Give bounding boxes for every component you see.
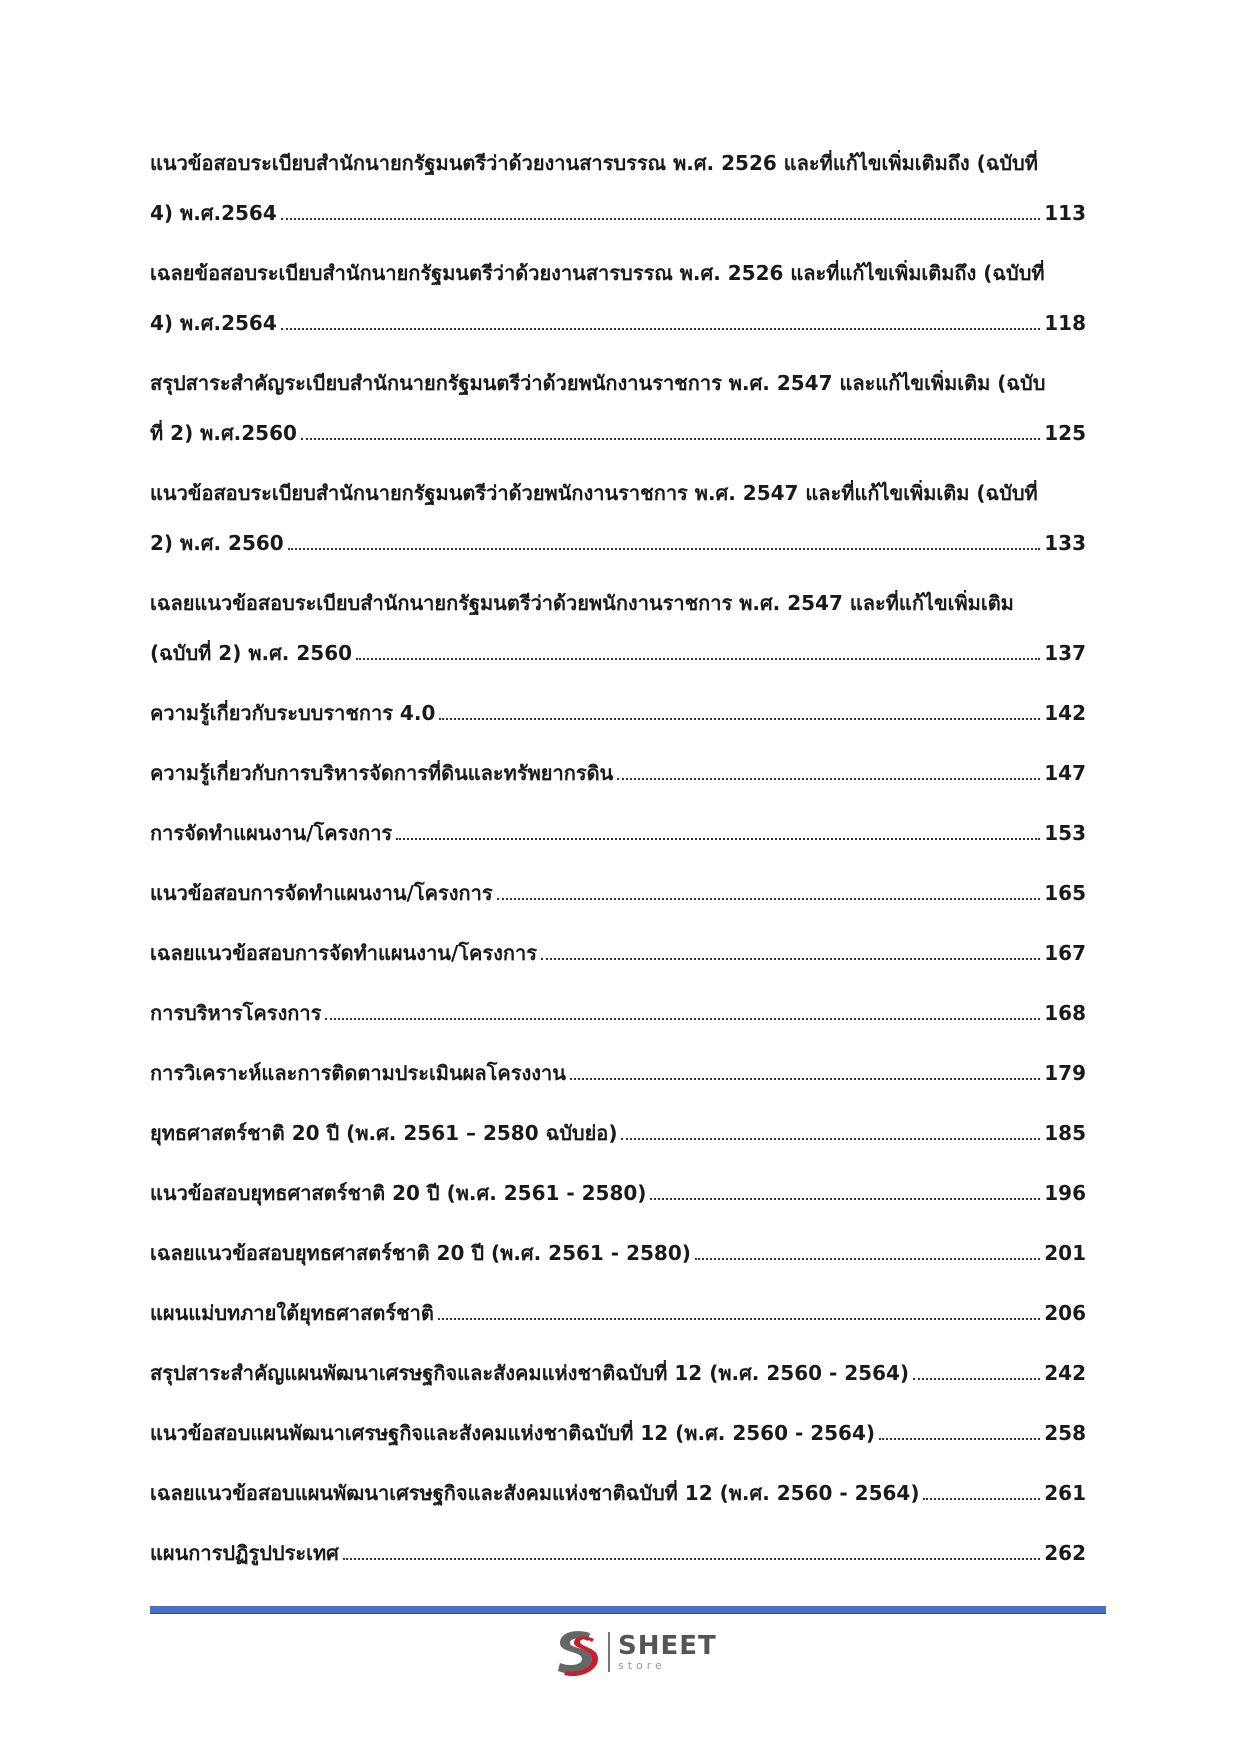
toc-page-number: 118 [1044, 311, 1086, 335]
toc-entry[interactable] [150, 1420, 1086, 1447]
dot-leader [288, 530, 1041, 550]
dot-leader [281, 310, 1040, 330]
toc-entry-title: การวิเคราะห์และการติดตามประเมินผลโครงงาน [150, 1061, 566, 1085]
toc-entry-line [150, 1420, 1086, 1447]
toc-entry-line [150, 1180, 1086, 1207]
toc-entry-title-line1: เฉลยแนวข้อสอบระเบียบสำนักนายกรัฐมนตรีว่าด้วยพนักงานราชการ พ.ศ. 2547 และที่แก้ไขเพิ่มเติม [150, 591, 1014, 615]
toc-entry-line [150, 1480, 1086, 1507]
toc-page-number: 262 [1044, 1541, 1086, 1565]
toc-entry-line [150, 1360, 1086, 1387]
toc-entry-title: 4) พ.ศ.2564 [150, 201, 277, 225]
toc-page-number: 168 [1044, 1001, 1086, 1025]
toc-entry-title: สรุปสาระสำคัญแผนพัฒนาเศรษฐกิจและสังคมแห่งชาติฉบับที่ 12 (พ.ศ. 2560 - 2564) [150, 1361, 910, 1385]
toc-page-number: 242 [1044, 1361, 1086, 1385]
dot-leader [923, 1480, 1040, 1500]
dot-leader [541, 940, 1040, 960]
logo-name: SHEET [618, 1631, 717, 1661]
toc-entry[interactable] [150, 1060, 1086, 1087]
toc-entry-title: แผนแม่บทภายใต้ยุทธศาสตร์ชาติ [150, 1301, 434, 1325]
toc-page-number: 125 [1044, 421, 1086, 445]
toc-page-number: 133 [1044, 531, 1086, 555]
toc-page-number: 196 [1044, 1181, 1086, 1205]
toc-entry[interactable] [150, 1540, 1086, 1567]
toc-page-number: 137 [1044, 641, 1086, 665]
toc-page-number: 167 [1044, 941, 1086, 965]
toc-entry[interactable] [150, 370, 1086, 447]
dot-leader [301, 420, 1040, 440]
toc-entry-line [150, 640, 1086, 667]
dot-leader [621, 1120, 1040, 1140]
toc-page-number: 113 [1044, 201, 1086, 225]
toc-entry[interactable] [150, 880, 1086, 907]
toc-page-number: 147 [1044, 761, 1086, 785]
sheet-store-logo-icon [552, 1627, 600, 1677]
toc-entry[interactable] [150, 1120, 1086, 1147]
toc-entry-line [150, 200, 1086, 227]
toc-entry-title: แผนการปฏิรูปประเทศ [150, 1541, 339, 1565]
logo-subtitle: store [618, 1659, 666, 1672]
toc-entry-line [150, 1240, 1086, 1267]
dot-leader [438, 1300, 1040, 1320]
toc-entry[interactable] [150, 1000, 1086, 1027]
toc-entry[interactable] [150, 260, 1086, 337]
toc-entry[interactable] [150, 1300, 1086, 1327]
toc-entry-title-line1: แนวข้อสอบระเบียบสำนักนายกรัฐมนตรีว่าด้วยงานสารบรรณ พ.ศ. 2526 และที่แก้ไขเพิ่มเติมถึง (ฉบับที่ [150, 151, 1038, 175]
toc-page-number: 142 [1044, 701, 1086, 725]
toc-entry-title: ความรู้เกี่ยวกับระบบราชการ 4.0 [150, 701, 436, 725]
toc-entry-title: 2) พ.ศ. 2560 [150, 531, 284, 555]
toc-entry[interactable] [150, 760, 1086, 787]
dot-leader [650, 1180, 1040, 1200]
toc-entry[interactable] [150, 1180, 1086, 1207]
toc-entry-title: ความรู้เกี่ยวกับการบริหารจัดการที่ดินและทรัพยากรดิน [150, 761, 614, 785]
dot-leader [343, 1540, 1040, 1560]
toc-entry-title: ที่ 2) พ.ศ.2560 [150, 421, 297, 445]
dot-leader [356, 640, 1040, 660]
toc-entry-title: ยุทธศาสตร์ชาติ 20 ปี (พ.ศ. 2561 – 2580 ฉบับย่อ) [150, 1121, 618, 1145]
toc-entry-line [150, 310, 1086, 337]
dot-leader [439, 700, 1040, 720]
toc-entry[interactable] [150, 1240, 1086, 1267]
toc-entry[interactable] [150, 480, 1086, 557]
dot-leader [913, 1360, 1040, 1380]
toc-entry-title: เฉลยแนวข้อสอบแผนพัฒนาเศรษฐกิจและสังคมแห่งชาติฉบับที่ 12 (พ.ศ. 2560 - 2564) [150, 1481, 920, 1505]
toc-entry-line [150, 880, 1086, 907]
toc-entry-line [150, 1000, 1086, 1027]
footer-divider [150, 1606, 1106, 1614]
toc-entry-title: การจัดทำแผนงาน/โครงการ [150, 821, 393, 845]
toc-page-number: 179 [1044, 1061, 1086, 1085]
toc-entry-line [150, 1060, 1086, 1087]
toc-entry[interactable] [150, 1480, 1086, 1507]
toc-page-number: 206 [1044, 1301, 1086, 1325]
toc-entry-title: เฉลยแนวข้อสอบยุทธศาสตร์ชาติ 20 ปี (พ.ศ. 2561 - 2580) [150, 1241, 691, 1265]
toc-entry-line [150, 760, 1086, 787]
toc-entry[interactable] [150, 150, 1086, 227]
toc-entry-title: (ฉบับที่ 2) พ.ศ. 2560 [150, 641, 353, 665]
toc-entry-title-line1: เฉลยข้อสอบระเบียบสำนักนายกรัฐมนตรีว่าด้วยงานสารบรรณ พ.ศ. 2526 และที่แก้ไขเพิ่มเติมถึง (ฉบับที่ [150, 261, 1045, 285]
toc-entry-title: เฉลยแนวข้อสอบการจัดทำแผนงาน/โครงการ [150, 941, 537, 965]
toc-page-number: 185 [1044, 1121, 1086, 1145]
logo-separator [608, 1632, 610, 1672]
toc-entry-line [150, 820, 1086, 847]
dot-leader [570, 1060, 1040, 1080]
toc-page-number: 261 [1044, 1481, 1086, 1505]
dot-leader [879, 1420, 1040, 1440]
toc-entry-line [150, 1540, 1086, 1567]
toc-entry-title: 4) พ.ศ.2564 [150, 311, 277, 335]
toc-entry-title: แนวข้อสอบยุทธศาสตร์ชาติ 20 ปี (พ.ศ. 2561 - 2580) [150, 1181, 647, 1205]
sheet-store-logo [552, 1625, 722, 1679]
toc-page-number: 165 [1044, 881, 1086, 905]
toc-entry-title: แนวข้อสอบการจัดทำแผนงาน/โครงการ [150, 881, 493, 905]
toc-entry-title-line1: สรุปสาระสำคัญระเบียบสำนักนายกรัฐมนตรีว่าด้วยพนักงานราชการ พ.ศ. 2547 และแก้ไขเพิ่มเติม (ฉบับ [150, 371, 1046, 395]
toc-entry[interactable] [150, 940, 1086, 967]
toc-entry-title: แนวข้อสอบแผนพัฒนาเศรษฐกิจและสังคมแห่งชาติฉบับที่ 12 (พ.ศ. 2560 - 2564) [150, 1421, 876, 1445]
toc-entry-line [150, 530, 1086, 557]
toc-entry-line [150, 1120, 1086, 1147]
toc-entry[interactable] [150, 700, 1086, 727]
dot-leader [497, 880, 1041, 900]
toc-entry[interactable] [150, 590, 1086, 667]
dot-leader [617, 760, 1040, 780]
dot-leader [396, 820, 1040, 840]
toc-entry-line [150, 420, 1086, 447]
toc-entry-title: การบริหารโครงการ [150, 1001, 322, 1025]
toc-page-number: 258 [1044, 1421, 1086, 1445]
toc-entry-title-line1: แนวข้อสอบระเบียบสำนักนายกรัฐมนตรีว่าด้วยพนักงานราชการ พ.ศ. 2547 และที่แก้ไขเพิ่มเติม (ฉบับที่ [150, 481, 1038, 505]
dot-leader [281, 200, 1040, 220]
toc-entry-line [150, 1300, 1086, 1327]
toc-entry-line [150, 700, 1086, 727]
toc-entry[interactable] [150, 820, 1086, 847]
toc-entry-line [150, 940, 1086, 967]
toc-page-number: 153 [1044, 821, 1086, 845]
toc-page-number: 201 [1044, 1241, 1086, 1265]
toc-entry[interactable] [150, 1360, 1086, 1387]
dot-leader [695, 1240, 1040, 1260]
table-of-contents [150, 150, 1086, 1600]
dot-leader [325, 1000, 1040, 1020]
logo-wordmark [618, 1633, 717, 1671]
